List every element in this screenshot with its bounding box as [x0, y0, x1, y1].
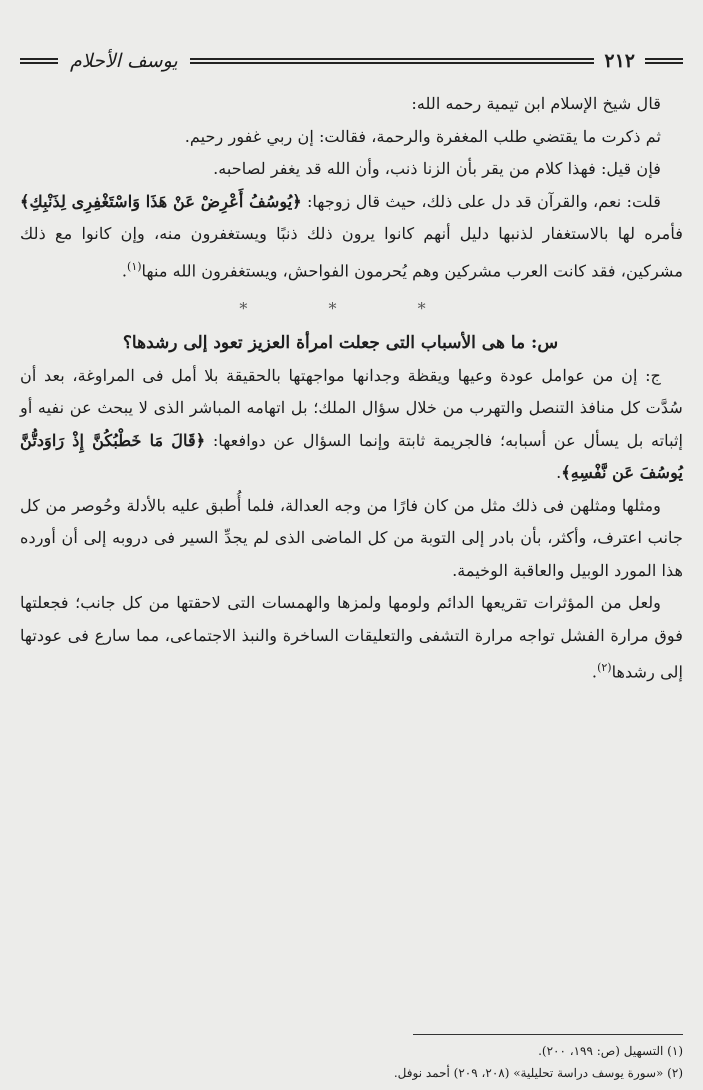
quran-verse: ﴿يُوسُفُ أَعْرِضْ عَنْ هَذَا وَاسْتَغْفِرِى لِذَنْبِكِ﴾ [20, 191, 302, 211]
paragraph-text: ج: إن من عوامل عودة وعيها ويقظة وجدانها مواجهتها بالحقيقة بلا أمل فى المراوغة، بعد أن سُدَّت كل منافذ التنصل والتهرب من خلال سؤال الملك؛ بل اتهامه المباشر الذى لا يبحث عن نفيه أو إثباته بل يسأل عن أسبابه؛ فالجريمة ثابتة وإنما السؤال عن دوافعها: [20, 365, 684, 450]
footnote-divider [413, 1034, 683, 1035]
paragraph-text: قلت: نعم، والقرآن قد دل على ذلك، حيث قال زوجها: [301, 191, 661, 211]
paragraph-end: . [591, 662, 598, 682]
paragraph-text: ولعل من المؤثرات تقريعها الدائم ولومها ولمزها والهمسات التى لاحقتها من كل جانب؛ فجعلتها فوق مرارة الفشل تواجه مرارة التشفى والتعليقات الساخرة والنبذ الاجتماعى، مما سارع فى عودتها إلى رشدها [20, 593, 683, 682]
page-number: ٢١٢ [604, 50, 635, 72]
header-rule-right [645, 58, 683, 64]
paragraph-end: . [556, 463, 562, 483]
paragraph [20, 186, 683, 288]
paragraph-end: . [121, 260, 128, 280]
footnote-ref: (٢) [597, 661, 612, 675]
paragraph-text: فأمره لها بالاستغفار لذنبها دليل أنهم كانوا يرون ذلك ذنبًا ويستغفرون منه، وإن كانوا مع ذلك مشركين، فقد كانت العرب مشركين وهم يُحرمون الفواحش، ويستغفرون الله منها [20, 224, 683, 280]
footnote-ref: (١) [127, 259, 142, 273]
paragraph: ثم ذكرت ما يقتضي طلب المغفرة والرحمة، فقالت: إن ربي غفور رحيم. [184, 126, 661, 146]
header-rule-middle [190, 58, 595, 64]
quran-verse: ﴿قَالَ مَا خَطْبُكُنَّ إِذْ رَاوَدتُّنَّ يُوسُفَ عَن نَّفْسِهِ﴾ [20, 430, 683, 483]
paragraph: فإن قيل: فهذا كلام من يقر بأن الزنا ذنب، وأن الله قد يغفر لصاحبه. [213, 159, 661, 178]
header-rule-left [20, 58, 58, 64]
footnote-2: (٢) «سورة يوسف دراسة تحليلية» (٢٠٨، ٢٠٩) أحمد نوفل. [393, 1066, 683, 1080]
page-body [20, 88, 683, 689]
book-title: يوسف الأحلام [70, 50, 178, 72]
page-header [20, 47, 683, 75]
footnotes [20, 1040, 683, 1084]
section-heading: س: ما هى الأسباب التى جعلت امرأة العزيز تعود إلى رشدها؟ [122, 333, 559, 354]
paragraph [20, 360, 683, 490]
paragraph-intro: قال شيخ الإسلام ابن تيمية رحمه الله: [411, 94, 661, 113]
paragraph: ومثلها ومثلهن فى ذلك مثل من كان فارًا من وجه العدالة، فلما أُطبق عليه بالأدلة وحُوصر من كل جانب اعترف، وأكثر، بأن بادر إلى التوبة من كل الماضى الذى لم يجدِّ السير فى دروبه إلى أن أورده هذا المورد الوبيل والعاقبة الوخيمة. [20, 495, 683, 580]
footnote-1: (١) التسهيل (ص: ١٩٩، ٢٠٠). [538, 1044, 683, 1058]
paragraph [20, 587, 683, 689]
section-separator: * * * [239, 299, 464, 319]
